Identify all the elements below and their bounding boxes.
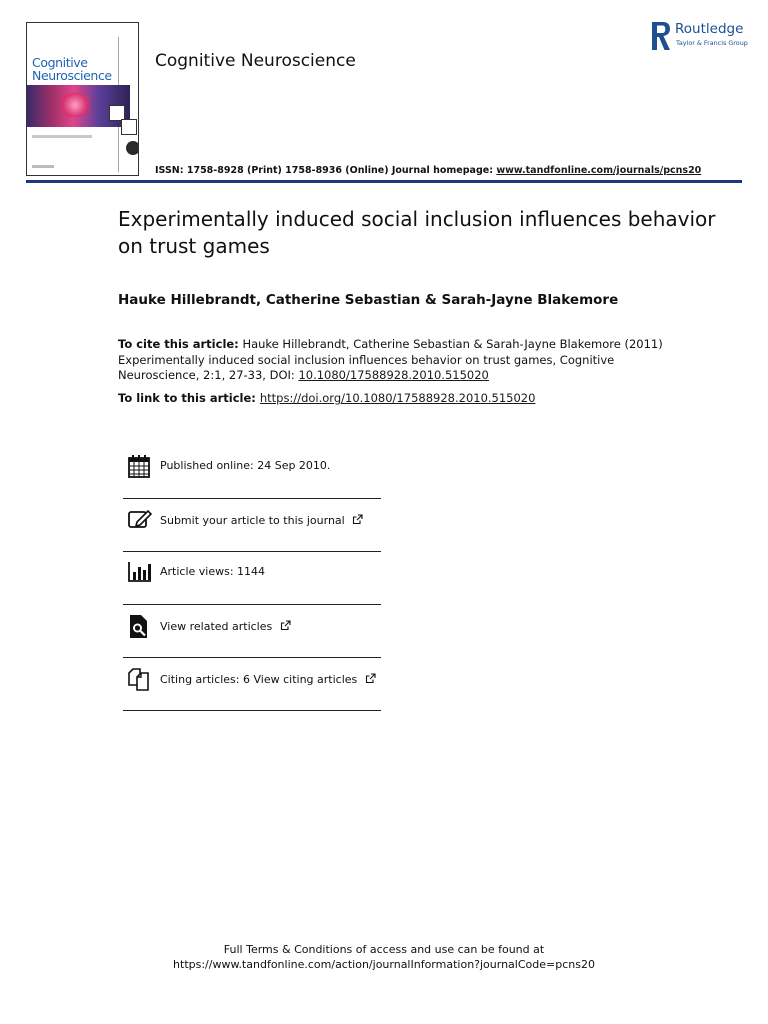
citation-label: To cite this article: — [118, 337, 239, 351]
published-online-text: Published online: 24 Sep 2010. — [160, 459, 331, 472]
published-online-row — [123, 446, 381, 499]
journal-name: Cognitive Neuroscience — [155, 51, 356, 71]
external-link-icon — [352, 514, 363, 525]
cover-editor-line — [32, 135, 92, 138]
edit-icon — [127, 508, 153, 534]
cover-decor-square — [121, 119, 137, 135]
submit-article-label: Submit your article to this journal — [160, 514, 345, 527]
doi-link[interactable]: 10.1080/17588928.2010.515020 — [298, 368, 489, 382]
terms-footer — [0, 942, 768, 972]
link-label: To link to this article: — [118, 391, 260, 405]
article-title: Experimentally induced social inclusion influences behavior on trust games — [118, 207, 716, 258]
article-views-text: Article views: 1144 — [160, 565, 266, 578]
publisher-name: Routledge — [675, 21, 744, 37]
bar-chart-icon — [127, 559, 153, 585]
cover-title-line2: Neuroscience — [32, 68, 112, 83]
article-authors: Hauke Hillebrandt, Catherine Sebastian & Sarah-Jayne Blakemore — [118, 292, 619, 308]
terms-url[interactable]: https://www.tandfonline.com/action/journalInformation?journalCode=pcns20 — [173, 958, 595, 971]
issn-text: ISSN: 1758-8928 (Print) 1758-8936 (Online) Journal homepage: — [155, 165, 497, 176]
info-list — [123, 446, 381, 711]
citing-articles-row[interactable] — [123, 658, 381, 711]
calendar-icon — [127, 454, 153, 480]
journal-homepage-link[interactable]: www.tandfonline.com/journals/pcns20 — [496, 165, 702, 176]
related-articles-link[interactable] — [160, 620, 291, 633]
article-views-row — [123, 552, 381, 605]
cover-decor-circle — [126, 141, 139, 155]
cover-title-line1: Cognitive — [32, 55, 88, 70]
citing-articles-link[interactable] — [160, 673, 376, 686]
citing-documents-icon — [127, 667, 153, 693]
terms-line: Full Terms & Conditions of access and use can be found at — [223, 943, 545, 956]
cover-publisher-mark — [32, 165, 54, 168]
article-doi-url[interactable]: https://doi.org/10.1080/17588928.2010.515020 — [259, 391, 536, 405]
header-rule — [26, 180, 742, 183]
submit-article-link[interactable] — [160, 514, 363, 527]
external-link-icon — [280, 620, 291, 631]
publisher-logo[interactable] — [652, 20, 752, 52]
routledge-r-icon — [652, 22, 671, 50]
issn-line — [155, 165, 701, 176]
external-link-icon — [365, 673, 376, 684]
citation-block — [118, 337, 678, 384]
journal-cover-image — [26, 22, 139, 176]
publisher-group: Taylor & Francis Group — [676, 39, 748, 47]
citing-articles-label: Citing articles: 6 View citing articles — [160, 673, 358, 686]
related-articles-label: View related articles — [160, 620, 273, 633]
submit-article-row[interactable] — [123, 499, 381, 552]
related-articles-row[interactable] — [123, 605, 381, 658]
document-search-icon — [127, 614, 153, 640]
link-to-article — [118, 391, 535, 405]
citation-text: Hauke Hillebrandt, Catherine Sebastian & Sarah-Jayne Blakemore (2011) Experimentally induced social inclusion influences behavior on trust games, Cognitive Neuroscience, 2:1, 27-33, DOI: — [118, 337, 663, 382]
